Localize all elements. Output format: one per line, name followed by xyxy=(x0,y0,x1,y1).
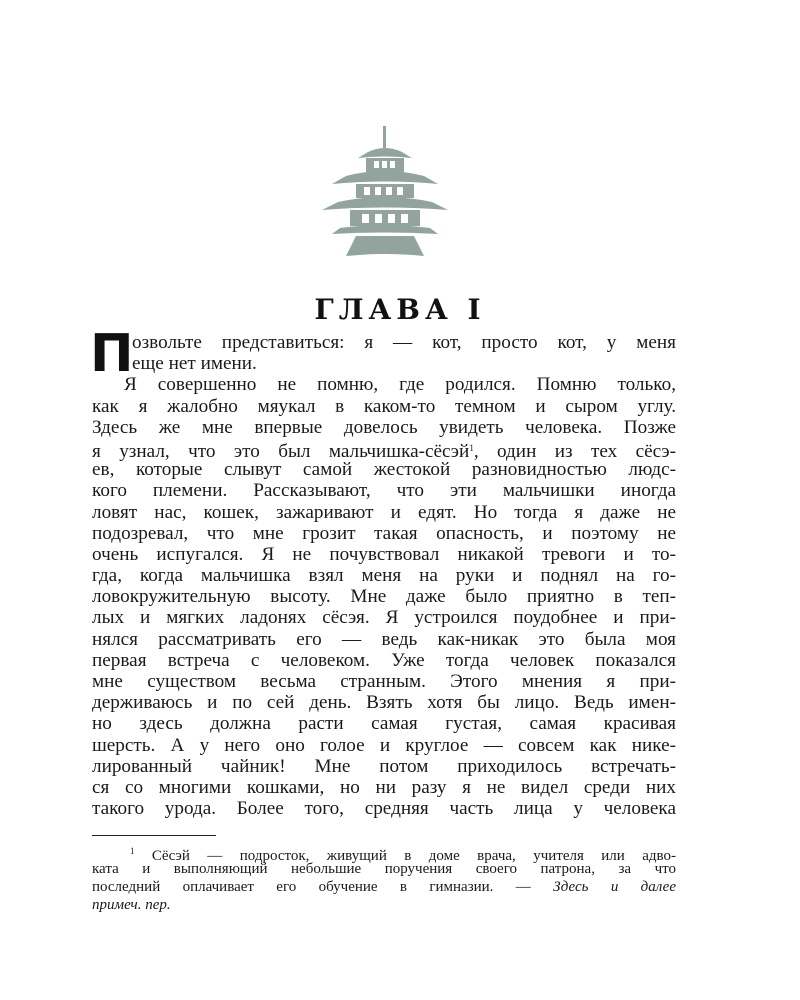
text-line: лированный чайник! Мне потом приходилось встречать- xyxy=(92,755,676,777)
text-line-part: я узнал, что это был мальчишка-сёсэй xyxy=(92,440,470,462)
footnote xyxy=(92,842,676,914)
footnote-text: Сёсэй — подросток, живущий в доме врача, учителя или адво- xyxy=(151,848,676,864)
text-line xyxy=(92,438,676,462)
pagoda-icon xyxy=(316,126,454,258)
text-line: держиваюсь и по сей день. Взять хотя бы лицо. Ведь имен- xyxy=(92,692,676,714)
text-line: подозревал, что мне грозит такая опасность, и поэтому не xyxy=(92,522,676,544)
text-line: озвольте представиться: я — кот, просто кот, у меня xyxy=(132,332,676,353)
text-line: гда, когда мальчишка взял меня на руки и поднял на го- xyxy=(92,565,676,587)
footnote-italic: Здесь и далее xyxy=(553,879,676,895)
drop-cap: П xyxy=(90,324,134,384)
footnote-mark: 1 xyxy=(130,846,135,856)
text-line: но здесь должна расти самая густая, самая красивая xyxy=(92,713,676,735)
footnote-reference[interactable]: 1 xyxy=(469,442,474,453)
body-text xyxy=(90,324,676,820)
text-line: нялся рассматривать его — ведь как-никак это была моя xyxy=(92,628,676,650)
text-line: ловокружительную высоту. Мне даже было приятно в теп- xyxy=(92,586,676,608)
footnote-line xyxy=(92,878,676,896)
footnote-text: последний оплачивает его обучение в гимназии. — xyxy=(92,879,554,895)
text-line: Здесь же мне впервые довелось увидеть человека. Позже xyxy=(92,416,676,438)
text-line: кого племени. Рассказывают, что эти мальчишки иногда xyxy=(92,480,676,502)
text-line: еще нет имени. xyxy=(132,353,257,375)
footnote-line: примеч. пер. xyxy=(92,897,171,913)
text-line: такого урода. Более того, средняя часть лица у человека xyxy=(92,798,676,820)
text-line: мне существом весьма странным. Этого мнения я при- xyxy=(92,671,676,692)
text-line: ловят нас, кошек, зажаривают и едят. Но тогда я даже не xyxy=(92,501,676,523)
text-line: как я жалобно мяукал в каком-то темном и сыром углу. xyxy=(92,395,676,417)
text-line: лых и мягких ладонях сёсэя. Я устроился поудобнее и при- xyxy=(92,607,676,629)
chapter-title: ГЛАВА I xyxy=(314,293,486,326)
footnote-divider xyxy=(92,835,216,836)
text-line: ев, которые слывут самой жестокой разновидностью людс- xyxy=(92,459,676,481)
footnote-line: ката и выполняющий небольшие поручения своего патрона, за что xyxy=(92,861,676,877)
text-line: ся со многими кошками, но ни разу я не видел среди них xyxy=(92,776,676,798)
text-line: Я совершенно не помню, где родился. Помню только, xyxy=(124,374,676,396)
text-line-part: , один из тех сёсэ- xyxy=(473,440,676,462)
text-line: очень испугался. Я не почувствовал никакой тревоги и то- xyxy=(92,543,676,565)
text-line: первая встреча с человеком. Уже тогда человек показался xyxy=(92,649,676,671)
footnote-line xyxy=(92,842,676,864)
text-line: шерсть. А у него оно голое и круглое — совсем как нике- xyxy=(92,734,676,756)
